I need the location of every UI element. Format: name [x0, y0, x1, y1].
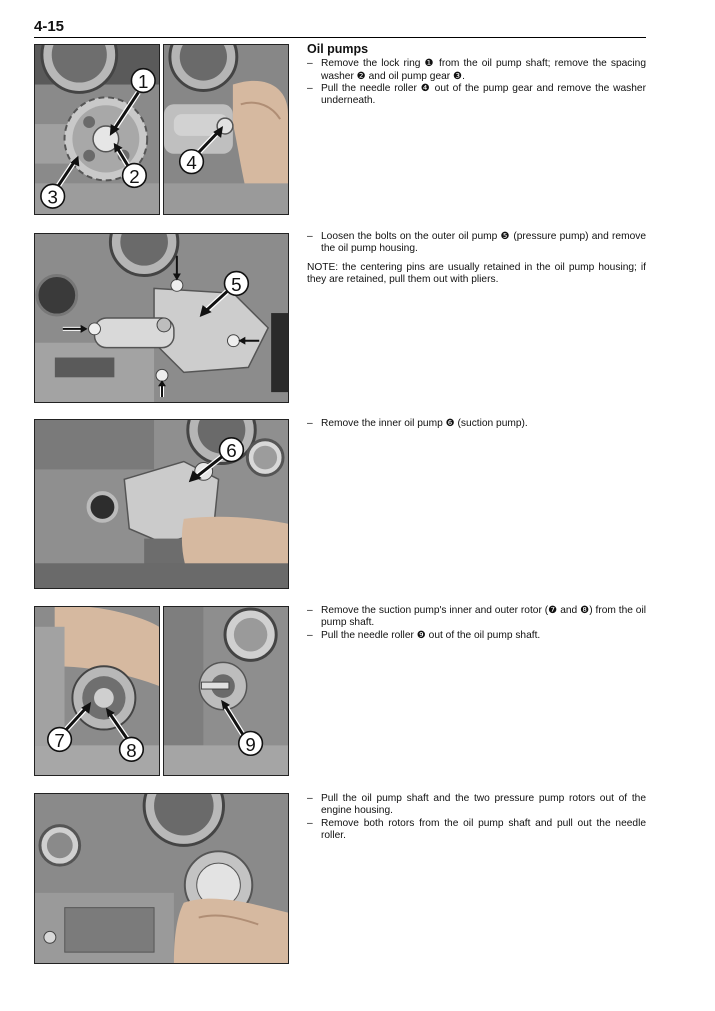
instruction-item: – Pull the needle roller ❹ out of the pump gear and remove the washer underneath.	[307, 82, 646, 107]
callout-9: 9	[245, 733, 256, 755]
callout-3: 3	[47, 186, 58, 208]
callout-2: 2	[129, 165, 140, 187]
photo-oil-pump-gear	[34, 44, 160, 215]
photo-shaft-needle-roller	[163, 606, 289, 776]
photo-suction-rotors	[34, 606, 160, 776]
instruction-item: – Remove both rotors from the oil pump shaft and pull out the needle roller.	[307, 817, 646, 841]
photo-outer-oil-pump	[34, 233, 289, 403]
text-block-4	[307, 605, 646, 642]
instruction-item: – Remove the suction pump's inner and outer rotor (❼ and ❽) from the oil pump shaft.	[307, 605, 646, 629]
text-block-3	[307, 418, 646, 430]
callout-7: 7	[54, 729, 65, 751]
callout-8: 8	[126, 739, 137, 761]
instruction-item: – Loosen the bolts on the outer oil pump ❺ (pressure pump) and remove the oil pump housing.	[307, 231, 646, 255]
callout-1: 1	[138, 71, 149, 93]
instruction-item: – Pull the oil pump shaft and the two pressure pump rotors out of the engine housing.	[307, 793, 646, 817]
callout-5: 5	[231, 273, 242, 295]
photo-needle-roller	[163, 44, 289, 215]
instruction-item: – Remove the lock ring ❶ from the oil pump shaft; remove the spacing washer ❷ and oil pump gear ❸.	[307, 58, 646, 82]
photo-pull-oil-pump-shaft	[34, 793, 289, 964]
note: NOTE: the centering pins are usually retained in the oil pump housing; if they are retained, pull them out with pliers.	[307, 261, 646, 285]
text-block-1	[307, 43, 646, 107]
callout-6: 6	[226, 440, 237, 462]
instruction-item: – Pull the needle roller ❾ out of the oil pump shaft.	[307, 629, 541, 641]
text-block-5	[307, 793, 646, 842]
photo-inner-oil-pump	[34, 419, 289, 589]
callout-4: 4	[186, 152, 197, 174]
text-block-2	[307, 231, 646, 286]
section-title: Oil pumps	[307, 42, 369, 56]
header-rule	[34, 37, 646, 38]
page-number: 4-15	[34, 18, 65, 35]
instruction-item: – Remove the inner oil pump ❻ (suction pump).	[307, 418, 528, 429]
